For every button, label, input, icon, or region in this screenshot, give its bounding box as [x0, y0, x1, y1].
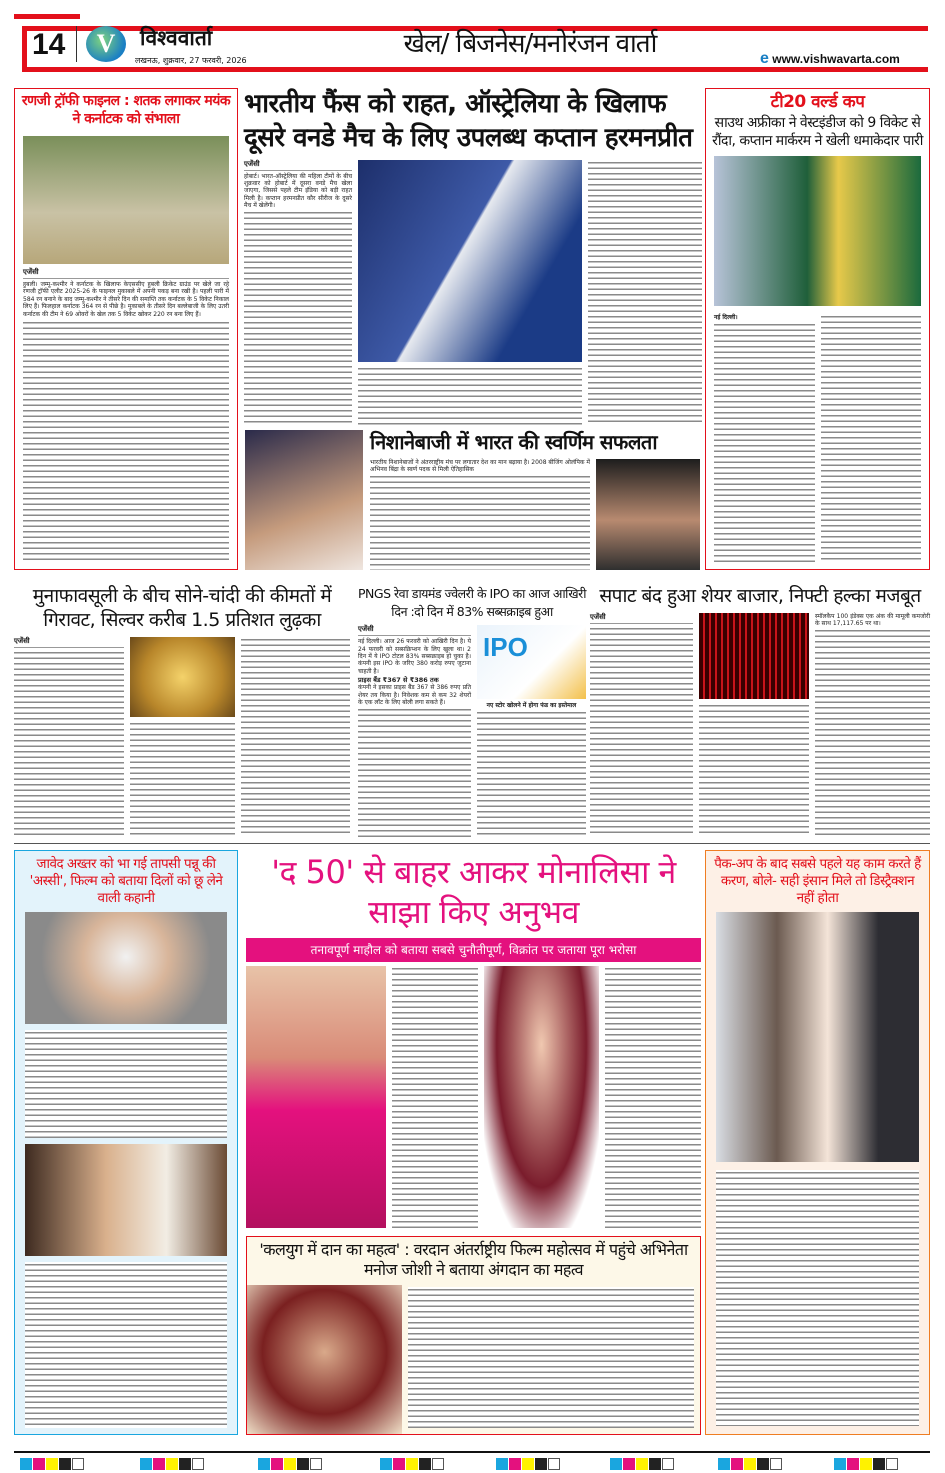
headline-harmanpreet: भारतीय फैंस को राहत, ऑस्ट्रेलिया के खिलाफ दूसरे वनडे मैच के लिए उपलब्ध कप्तान हरमनप्रीत — [244, 89, 693, 153]
color-registration-marks — [496, 1458, 560, 1470]
byline: एजेंसी — [590, 613, 693, 624]
headline: रणजी ट्रॉफी फाइनल : शतक लगाकर मयंक ने कर्नाटक को संभाला — [21, 93, 231, 127]
color-registration-marks — [140, 1458, 204, 1470]
shooter-photo — [245, 430, 363, 570]
subhead: नए स्टोर खोलने में होगा फंड का इस्तेमाल — [486, 702, 577, 710]
article-manoj — [246, 1236, 701, 1435]
color-registration-marks — [610, 1458, 674, 1470]
article-body-text — [130, 721, 235, 838]
article-body-text — [815, 628, 930, 837]
color-registration-marks — [834, 1458, 898, 1470]
article-body-text — [699, 703, 809, 837]
article-body-text — [244, 210, 352, 426]
article-ranji — [14, 88, 238, 570]
byline: एजेंसी — [358, 625, 471, 636]
headline: साउथ अफ्रीका ने वेस्टइंडीज को 9 विकेट से रौंदा, कप्तान मार्करम ने खेली धमाकेदार पारी — [712, 115, 923, 149]
article-body-text — [14, 650, 124, 838]
article-javed — [14, 850, 238, 1435]
cricketers-photo — [714, 156, 921, 306]
article-body-text — [477, 710, 586, 837]
footer-rule — [14, 1451, 930, 1453]
cricket-photo — [23, 136, 229, 264]
article-lead: स्मॉलकैप 100 इंडेक्स एक अंक की मामूली कमजोरी के साथ 17,117.65 पर था। — [815, 612, 930, 628]
monalisa-photo — [246, 966, 386, 1228]
page-number: 14 — [32, 28, 66, 61]
article-harmanpreet — [244, 88, 702, 426]
masthead-accent — [14, 14, 80, 19]
divider — [14, 843, 930, 844]
section-title: खेल/ बिजनेस/मनोरंजन वार्ता — [403, 29, 657, 59]
subhead: प्राइस बैंड ₹367 से ₹386 तक — [358, 676, 439, 685]
byline: एजेंसी — [23, 268, 229, 279]
headline: 'कलयुग में दान का महत्व' : वरदान अंतर्राष्ट्रीय फिल्म महोत्सव में पहुंचे अभिनेता मनोज जोशी ने बताया अंगदान का महत्व — [259, 1240, 688, 1279]
article-lead: होबार्ट। भारत-ऑस्ट्रेलिया की महिला टीमों के बीच शुक्रवार को होबार्ट में दूसरा वनडे मैच खेला जाएगा, जिससे पहले टीम इंडिया को बड़ी राहत मिली है। कप्तान हरमनप्रीत कौर सीरीज के दूसरे मैच में खेलेंगी। — [244, 172, 352, 210]
article-shooting — [370, 430, 700, 570]
shooter-photo-2 — [596, 459, 700, 570]
logo-icon: V — [86, 26, 126, 62]
headline-ipo: PNGS रेवा डायमंड ज्वेलरी के IPO का आज आखिरी दिन :दो दिन में 83% सब्सक्राइब हुआ — [358, 586, 586, 620]
article-ipo — [358, 585, 586, 837]
byline: नई दिल्ली। — [714, 314, 738, 322]
byline: एजेंसी — [14, 637, 124, 648]
article-body-text — [392, 966, 478, 1228]
byline: एजेंसी — [244, 160, 352, 171]
headline: जावेद अख्तर को भा गई तापसी पन्नू की 'अस्सी', फिल्म को बताया दिलों को छू लेने वाली कहानी — [29, 856, 223, 906]
javed-photo — [25, 912, 227, 1024]
headline-gold: मुनाफावसूली के बीच सोने-चांदी की कीमतों में गिरावट, सिल्वर करीब 1.5 प्रतिशत लुढ़का — [32, 585, 332, 631]
article-body-text — [716, 1170, 919, 1426]
kicker: टी20 वर्ल्ड कप — [770, 92, 865, 112]
ipo-illustration — [477, 625, 586, 699]
website-link[interactable] — [760, 50, 900, 68]
article-body: कंपनी ने इसका प्राइस बैंड 367 से 386 रुपए प्रति शेयर तय किया है। निवेशक कम से कम 32 शेयरों के एक लॉट के लिए बोली लगा सकते हैं। — [358, 684, 471, 707]
article-body-text — [358, 366, 582, 426]
article-body-text — [408, 1287, 694, 1428]
film-still-photo — [25, 1144, 227, 1256]
browser-icon: e — [760, 50, 769, 67]
website-url: www.vishwavarta.com — [772, 52, 900, 66]
article-body-text — [605, 966, 701, 1228]
ipo-label: IPO — [483, 632, 528, 663]
article-lead: हुबली। जम्मू-कश्मीर ने कर्नाटक के खिलाफ केएससीए हुबली क्रिकेट ग्राउंड पर खेले जा रहे रणजी ट्रॉफी एलीट 2025-26 के फाइनल मुकाबले में अपनी पकड़ बना रखी है। पहली पारी में 584 रन बनाने के बाद जम्मू-कश्मीर ने तीसरे दिन की समाप्ति तक कर्नाटक के 5 विकेट निकाल लिए हैं। फिलहाल कर्नाटक 364 रन से पीछे है। मुकाबले के तीसरे दिन बल्लेबाजी के लिए उतरी कर्नाटक की टीम ने 69 ओवरों के खेल तक 5 विकेट खोकर 220 रन बना लिए हैं। — [23, 281, 229, 318]
article-lead: भारतीय निशानेबाजों ने अंतरराष्ट्रीय मंच पर लगातार देश का मान बढ़ाया है। 2008 बीजिंग ओलंपिक में अभिनव बिंद्रा के स्वर्ण पदक से मिली ऐतिहासिक — [370, 459, 590, 474]
manoj-photo — [247, 1285, 402, 1434]
article-body-text — [821, 314, 922, 563]
headline-market: सपाट बंद हुआ शेयर बाजार, निफ्टी हल्का मजबूत — [599, 585, 921, 607]
article-body-text — [25, 1030, 227, 1138]
article-body-text — [241, 637, 350, 838]
color-registration-marks — [258, 1458, 322, 1470]
article-body-text — [23, 320, 229, 563]
article-body-text — [370, 474, 590, 570]
article-body-text — [590, 626, 693, 837]
article-market — [590, 585, 930, 837]
article-body-text — [25, 1262, 227, 1428]
gold-photo — [130, 637, 235, 717]
article-gold — [14, 585, 350, 837]
dateline: लखनऊ, शुक्रवार, 27 फरवरी, 2026 — [135, 56, 247, 65]
article-body-text — [714, 322, 815, 563]
article-lead: नई दिल्ली। आज 26 फरवरी को आखिरी दिन है। ये 24 फरवरी को सब्सक्रिप्शन के लिए खुला था। 2 दिन में ये IPO टोटल 83% सब्सक्राइब हो चुका है। कंपनी इस IPO के जरिए 380 करोड़ रुपए जुटाना चाहती है। — [358, 638, 471, 675]
karan-photo — [716, 912, 919, 1162]
market-chart-photo — [699, 613, 809, 699]
harmanpreet-photo — [358, 160, 582, 362]
headline-monalisa: 'द 50' से बाहर आकर मोनालिसा ने साझा किए अनुभव — [271, 853, 676, 931]
article-body-text — [588, 160, 702, 426]
color-registration-marks — [20, 1458, 84, 1470]
article-body-text — [358, 707, 471, 838]
article-monalisa — [246, 852, 701, 1228]
color-registration-marks — [718, 1458, 782, 1470]
article-karan — [705, 850, 930, 1435]
headline: पैक-अप के बाद सबसे पहले यह काम करते हैं करण, बोले- सही इंसान मिले तो डिस्ट्रैक्शन नहीं होता — [714, 856, 921, 906]
article-t20 — [705, 88, 930, 570]
subheadline-band: तनावपूर्ण माहौल को बताया सबसे चुनौतीपूर्ण, विक्रांत पर जताया पूरा भरोसा — [246, 938, 701, 962]
headline-shooting: निशानेबाजी में भारत की स्वर्णिम सफलता — [370, 430, 657, 454]
color-registration-marks — [380, 1458, 444, 1470]
monalisa-photo-2 — [484, 966, 599, 1228]
brand-name: विश्ववार्ता — [140, 26, 213, 50]
divider — [76, 26, 77, 62]
